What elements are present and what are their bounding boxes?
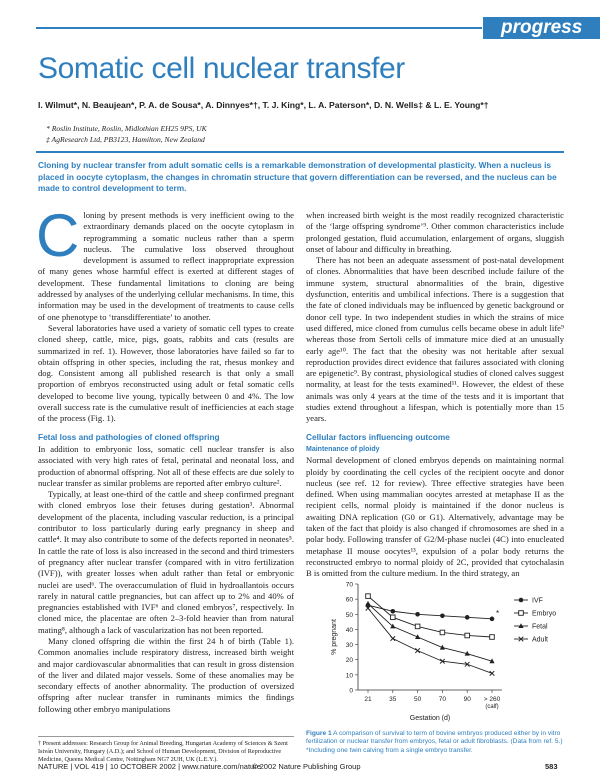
postnatal-paragraph: There has not been an adequate assessment of post-natal development of clones. Abnormalities that have been described include failure of the immune system, structural abnormalities of the brain, digestive dysfunction, enteritis and umbilical infections. There is a suggestion that the fate of cloned individuals may be influenced by genetic background or donor cell type. In two independent studies in which the strains of mice used differed, mice cloned from cumulus cells became obese in adult life⁹ whereas those from Sertoli cells of immature mice died at an unusually early age¹⁰. The fact that the obesity was not heritable after sexual reproduction provides direct evidence that failures associated with cloning are epigenetic⁹. By contrast, physiological studies of cloned calves suggest normality, at least for the tests examined¹¹. However, the eldest of these animals was only 4 years at the time of the tests and it is important that studies extend throughout a lifespan, which is potentially more than 15 years. bbox=[306, 255, 564, 424]
legend-marker-ivf bbox=[519, 598, 524, 603]
x-tick-label-sub: (calf) bbox=[485, 704, 499, 710]
y-tick-label: 60 bbox=[345, 596, 353, 604]
y-tick-label: 30 bbox=[345, 642, 353, 650]
chart-annotation: * bbox=[496, 608, 500, 618]
legend-marker-embryo bbox=[519, 611, 524, 616]
caption-text: A comparison of survival to term of bovine embryos produced either by in vitro fertilization or nuclear transfer from embryos, fetal or adult fibroblasts. (Data from ref. 5.) *Including one twin calving from a single embryo transfer. bbox=[306, 730, 563, 754]
x-tick-label: > 260 bbox=[483, 696, 501, 703]
data-point-embryo bbox=[490, 635, 495, 640]
drop-cap: C bbox=[36, 202, 80, 269]
x-tick-label: 21 bbox=[364, 696, 372, 703]
legend-label-fetal: Fetal bbox=[532, 623, 548, 631]
subheading-ploidy: Maintenance of ploidy bbox=[306, 445, 380, 453]
data-point-ivf bbox=[391, 609, 396, 614]
page-number: 583 bbox=[545, 762, 558, 771]
header-rule bbox=[36, 27, 482, 29]
data-point-embryo bbox=[366, 594, 371, 599]
x-tick-label: 90 bbox=[463, 696, 471, 703]
section-label: progress bbox=[483, 17, 600, 39]
intro-paragraph-2: Several laboratories have used a variety of somatic cell types to create cloned sheep, cattle, mice, pigs, goats, rabbits and cats (results are summarized in ref. 1). However, those laboratories have failed so far to obtain offspring in other species, including the rat, rhesus monkey and dog. Consistent among all published research is that only a small proportion of embryos reconstructed using adult or fetal somatic cells developed to become live young, typically between 0 and 4%. The low overall success rate is the cumulative result of inefficiencies at each stage of the process (Fig. 1). bbox=[38, 322, 294, 424]
section-heading-fetal-loss: Fetal loss and pathologies of cloned offspring bbox=[38, 431, 220, 442]
legend-label-ivf: IVF bbox=[532, 597, 543, 605]
abstract: Cloning by nuclear transfer from adult somatic cells is a remarkable demonstration of developmental plasticity. When a nucleus is placed in oocyte cytoplasm, the changes in chromatin structure that govern differentiation can be reversed, and the nucleus can be made to control development to term. bbox=[38, 160, 557, 193]
data-point-embryo bbox=[440, 630, 445, 635]
footnote-rule bbox=[38, 736, 294, 737]
caption-label: Figure 1 bbox=[306, 730, 332, 737]
x-axis-label: Gestation (d) bbox=[409, 715, 451, 722]
legend-label-adult: Adult bbox=[532, 636, 548, 644]
data-point-ivf bbox=[465, 615, 470, 620]
affiliation-roslin: * Roslin Institute, Roslin, Midlothian EH25 9PS, UK bbox=[46, 124, 207, 133]
x-tick-label: 35 bbox=[389, 696, 397, 703]
x-tick-label: 50 bbox=[413, 696, 422, 703]
data-point-embryo bbox=[391, 615, 396, 620]
y-tick-label: 50 bbox=[345, 611, 353, 619]
figure-1 bbox=[306, 576, 564, 728]
footnote: † Present addresses: Research Group for Animal Breeding, Hungarian Academy of Sciences & Szent István University, Hungary (A.D.); and School of Human Development, Division of Reproductive Medicine, Queens Medical Centre, Nottingham NG7 2UH, UK (L.E.Y.). bbox=[38, 740, 288, 764]
y-tick-label: 70 bbox=[345, 581, 353, 589]
data-point-embryo bbox=[415, 624, 420, 629]
fetal-paragraph-2: Typically, at least one-third of the cattle and sheep confirmed pregnant with cloned embryos lose their fetuses during gestation³. Abnormal development of the placenta, including vascular reduction, is a principal contributor to loss particularly during early pregnancy in sheep and cattle⁴. It may also contribute to some of the defects reported in neonates⁵. In cattle the rate of loss is also increased in the second and third trimesters of pregnancy after nuclear transfer (compared with in vitro fertilization (IVF)), with greater losses when adult rather than fetal or embryonic nuclei are used⁶. The overaccumulation of fluid in hydroallantois occurs rarely in natural cattle pregnancies, but can affect up to 2% and 40% of pregnancies established with IVF⁶ and cloned embryos⁷, respectively. In cloned mice, the placentae are often 2–3-fold heavier than from natural mating⁸, although a lack of vascularization has not been reported. bbox=[38, 489, 294, 635]
fetal-paragraph-1: In addition to embryonic loss, somatic cell nuclear transfer is also associated with very high rates of fetal, perinatal and neonatal loss, and production of abnormal offspring. Not all of these effects are due solely to nuclear transfer as similar problems are reported after embryo culture². bbox=[38, 443, 294, 488]
data-point-embryo bbox=[465, 633, 470, 638]
survival-chart bbox=[306, 576, 564, 728]
y-tick-label: 10 bbox=[345, 672, 353, 680]
y-axis-label: % pregnant bbox=[331, 619, 338, 655]
fetal-paragraph-3: Many cloned offspring die within the first 24 h of birth (Table 1). Common anomalies include respiratory distress, increased birth weight and major cardiovascular abnormalities that can result in gross distension of the liver and dilated major vessels. Some of these anomalies may be secondary effects of another abnormality. The production of oversized offspring after nuclear transfer in ruminants mimics the findings following other embryo manipulations bbox=[38, 635, 294, 714]
y-tick-label: 0 bbox=[349, 687, 353, 695]
footer-copyright: © 2002 Nature Publishing Group bbox=[252, 762, 361, 771]
y-tick-label: 40 bbox=[345, 626, 353, 634]
continuation-paragraph: when increased birth weight is the most readily recognized characteristic of the ‘large offspring syndrome’⁹. Other common characteristics include prolonged gestation, fluid accumulation, enlargement of organs, sluggish onset of labour and difficulty in breathing. bbox=[306, 210, 564, 254]
data-point-ivf bbox=[490, 617, 495, 622]
right-column bbox=[306, 210, 564, 580]
data-point-ivf bbox=[415, 612, 420, 617]
abstract-rule bbox=[36, 151, 564, 153]
affiliation-agresearch: ‡ AgResearch Ltd, PB3123, Hamilton, New Zealand bbox=[46, 135, 205, 144]
affiliations bbox=[46, 123, 207, 145]
article-title: Somatic cell nuclear transfer bbox=[38, 52, 405, 85]
left-column bbox=[36, 202, 294, 715]
legend-label-embryo: Embryo bbox=[532, 610, 557, 618]
intro-paragraph bbox=[36, 202, 294, 323]
y-tick-label: 20 bbox=[345, 657, 353, 665]
author-list: I. Wilmut*, N. Beaujean*, P. A. de Sousa*, A. Dinnyes*†, T. J. King*, L. A. Paterson*, D. N. Wells‡ & L. E. Young*† bbox=[38, 100, 489, 110]
page-header bbox=[0, 4, 600, 38]
section-heading-cellular-factors: Cellular factors influencing outcome bbox=[306, 431, 450, 442]
data-point-ivf bbox=[440, 614, 445, 619]
figure-caption bbox=[306, 730, 564, 755]
x-tick-label: 70 bbox=[438, 696, 447, 703]
data-point-fetal bbox=[365, 601, 370, 606]
footer-journal: NATURE | VOL 419 | 10 OCTOBER 2002 | www.nature.com/nature bbox=[38, 762, 261, 771]
intro-lead-text: loning by present methods is very inefficient owing to the extraordinary demands placed on the oocyte cytoplasm in reprogramming a somatic nucleus rather than a sperm nucleus. The cumulative loss observed throughout development is assumed to reflect inappropriate expression of many genes whose harmful effect is exerted at different stages of development. These fundamental limitations to cloning are being addressed by analyses of the underlying cellular mechanisms. In time, this information may be used in the development of treatments to cause cells of one phenotype to ‘transdifferentiate’ to another. bbox=[38, 210, 294, 322]
ploidy-paragraph: Normal development of cloned embryos depends on maintaining normal ploidy by coordinating the cell cycles of the recipient oocyte and donor nucleus (see ref. 12 for review). Three effective strategies have been defined. When using mammalian oocytes arrested at metaphase II as the recipient cells, normal ploidy is maintained if the donor nucleus is awaiting DNA replication (G0 or G1). Alternatively, advantage may be taken of the fact that ploidy is also changed if chromosomes are shed in a polar body. Following transfer of G2/M-phase nuclei (4C) into enucleated metaphase II mouse oocytes¹³, expulsion of a polar body returns the reconstructed embryo to normal ploidy of 2C, provided that cytochalasin B is omitted from the culture medium. In the third strategy, an bbox=[306, 455, 564, 579]
